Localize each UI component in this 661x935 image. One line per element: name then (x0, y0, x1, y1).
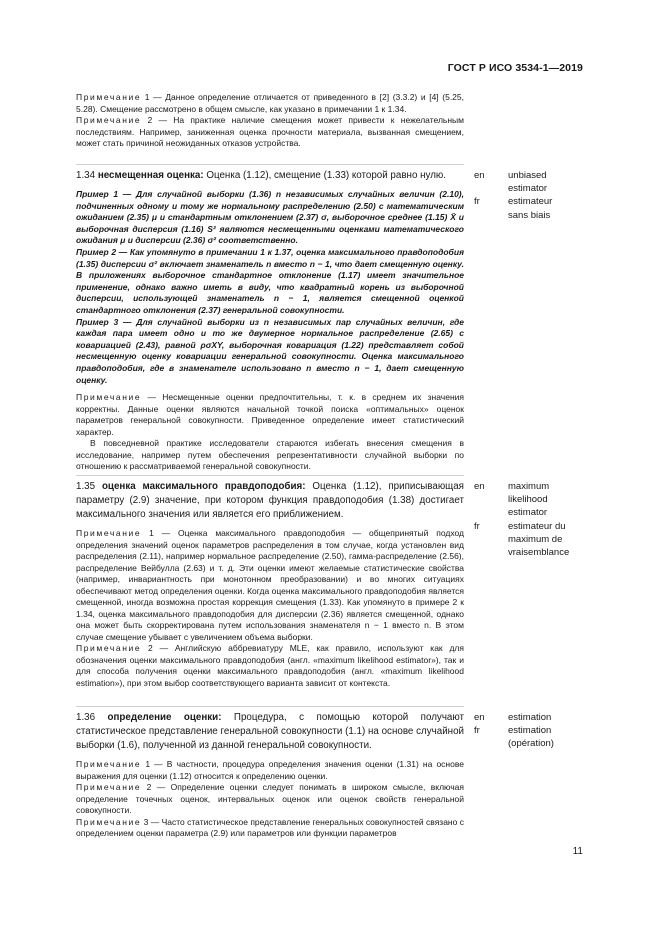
divider (76, 164, 464, 165)
section-1-34 (76, 169, 464, 473)
note: В повседневной практике исследователи стараются избегать внесения смещения в исследование, например путем обеспечения репрезентативности случайной выборки по отношению к рассматриваемой генеральной совокупности. (76, 438, 464, 472)
equivalents-1-36: en estimation fr estimation (opération) (474, 712, 554, 750)
note: Примечание — Несмещенные оценки предпочтительны, т. к. в среднем их значения корректны. Данные оценки являются начальной точкой поиска «оптимальных» оценок параметров генеральной совокупности. Приведенное определение имеет статистический характер. (76, 392, 464, 437)
note: Примечание 1 — Данное определение отличается от приведенного в [2] (3.3.2) и [4] (5.25, 5.28). Смещение рассмотрено в общем смысле, как указано в примечании 1 к 1.34. (76, 92, 464, 114)
note: Примечание 2 — Определение оценки следует понимать в широком смысле, включая определение точечных оценок, интервальных оценок или оценок свойств генеральной совокупности. (76, 782, 464, 815)
example: Пример 2 — Как упомянуто в примечании 1 к 1.37, оценка максимального правдоподобия (1.35) дисперсии σ² включает знаменатель n вместо n − 1, что дает смещенную оценку. В приложениях выборочное стандартное отклонение (1.17) имеет значительное применение, однако важно иметь в виду, что квадратный корень из выборочной дисперсии, использующей знаменатель n − 1, является смещенной оценкой стандартного отклонения (2.37) генеральной совокупности. (76, 246, 465, 315)
term-definition: 1.35 оценка максимального правдоподобия: Оценка (1.12), приписывающая параметру (2.9) значение, при котором функция правдоподобия (1.38) достигает максимального значения или является его приближением. (76, 481, 464, 520)
note: Примечание 3 — Часто статистическое представление генеральных совокупностей связано с определением оценки параметра (2.9) или параметров или функции параметров (76, 816, 464, 838)
page-number: 11 (572, 846, 583, 857)
note: Примечание 2 — Английскую аббревиатуру MLE, как правило, используют как для обозначения оценки максимального правдоподобия (англ. «maximum likelihood estimator»), так и для способа получения оценки максимального правдоподобия (англ. «maximum likelihood estimation»), при этом выбор соответствующего варианта зависит от контекста. (76, 643, 464, 688)
section-1-35 (76, 480, 464, 689)
divider (76, 475, 464, 476)
note: Примечание 1 — Оценка максимального правдоподобия — общепринятый подход определения значений оценок параметров распределения в том случае, когда установлен вид распределения (2.11), например нормальное распределение (2.50), гамма-распределение (2.56), распределение Вейбулла (2.63) и т. д. Эти оценки имеют желаемые статистические свойства (например, инвариантность при монотонном преобразовании) и во многих ситуациях обеспечивают метод определения оценки. Когда оценка максимального правдоподобия является смещенной, иногда возможна простая коррекция смещения (1.33). Как упомянуто в примере 2 к 1.34, оценка максимального правдоподобия для дисперсии (2.36) является смещенной, однако она может быть скорректирована путем использования знаменателя n − 1 вместо n. В этом случае смещение убывает с увеличением объема выборки. (76, 528, 464, 642)
standard-header: ГОСТ Р ИСО 3534-1—2019 (447, 62, 583, 74)
term-definition: 1.34 несмещенная оценка: Оценка (1.12), смещение (1.33) которой равно нулю. (76, 170, 446, 181)
divider (76, 706, 464, 707)
note: Примечание 1 — В частности, процедура определения значения оценки (1.31) на основе выражения для оценки (1.12) относится к определению оценки. (76, 759, 464, 781)
note: Примечание 2 — На практике наличие смещения может привести к нежелательным последствиям. Например, заниженная оценка прочности материала, вызванная смещением, может стать причиной неожиданных отказов устройства. (76, 115, 464, 148)
term-definition: 1.36 определение оценки: Процедура, с помощью которой получают статистическое представление генеральной совокупности (1.1) на основе случайной выборки (1.6), полученной из данной генеральной совокупности. (76, 712, 465, 751)
equivalents-1-34: en unbiased estimator fr estimateur sans biais (474, 170, 553, 221)
example: Пример 1 — Для случайной выборки (1.36) n независимых случайных величин (2.10), подчиненных одному и тому же нормальному распределению (2.50) с математическим ожиданием (2.35) μ и стандартным отклонением (2.37) σ, выборочное среднее (1.15) X̄ и выборочная дисперсия (1.16) S² являются несмещенными оценками математического ожидания μ и дисперсии (2.36) σ² соответственно. (76, 189, 464, 246)
section-1-36 (76, 711, 464, 840)
intro-notes (76, 92, 464, 150)
example: Пример 3 — Для случайной выборки из n независимых пар случайных величин, где каждая пара имеет одно и то же двумерное нормальное распределение (2.65) с ковариацией (2.43), равной ρσXY, выборочная ковариация (1.22) представляет собой несмещенную оценку ковариации генеральной совокупности. Оценка максимального правдоподобия, где в знаменателе использовано n вместо n − 1, дает смещенную оценку. (76, 316, 465, 385)
equivalents-1-35: en maximum likelihood estimator fr estimateur du maximum de vraisemblance (474, 481, 570, 559)
